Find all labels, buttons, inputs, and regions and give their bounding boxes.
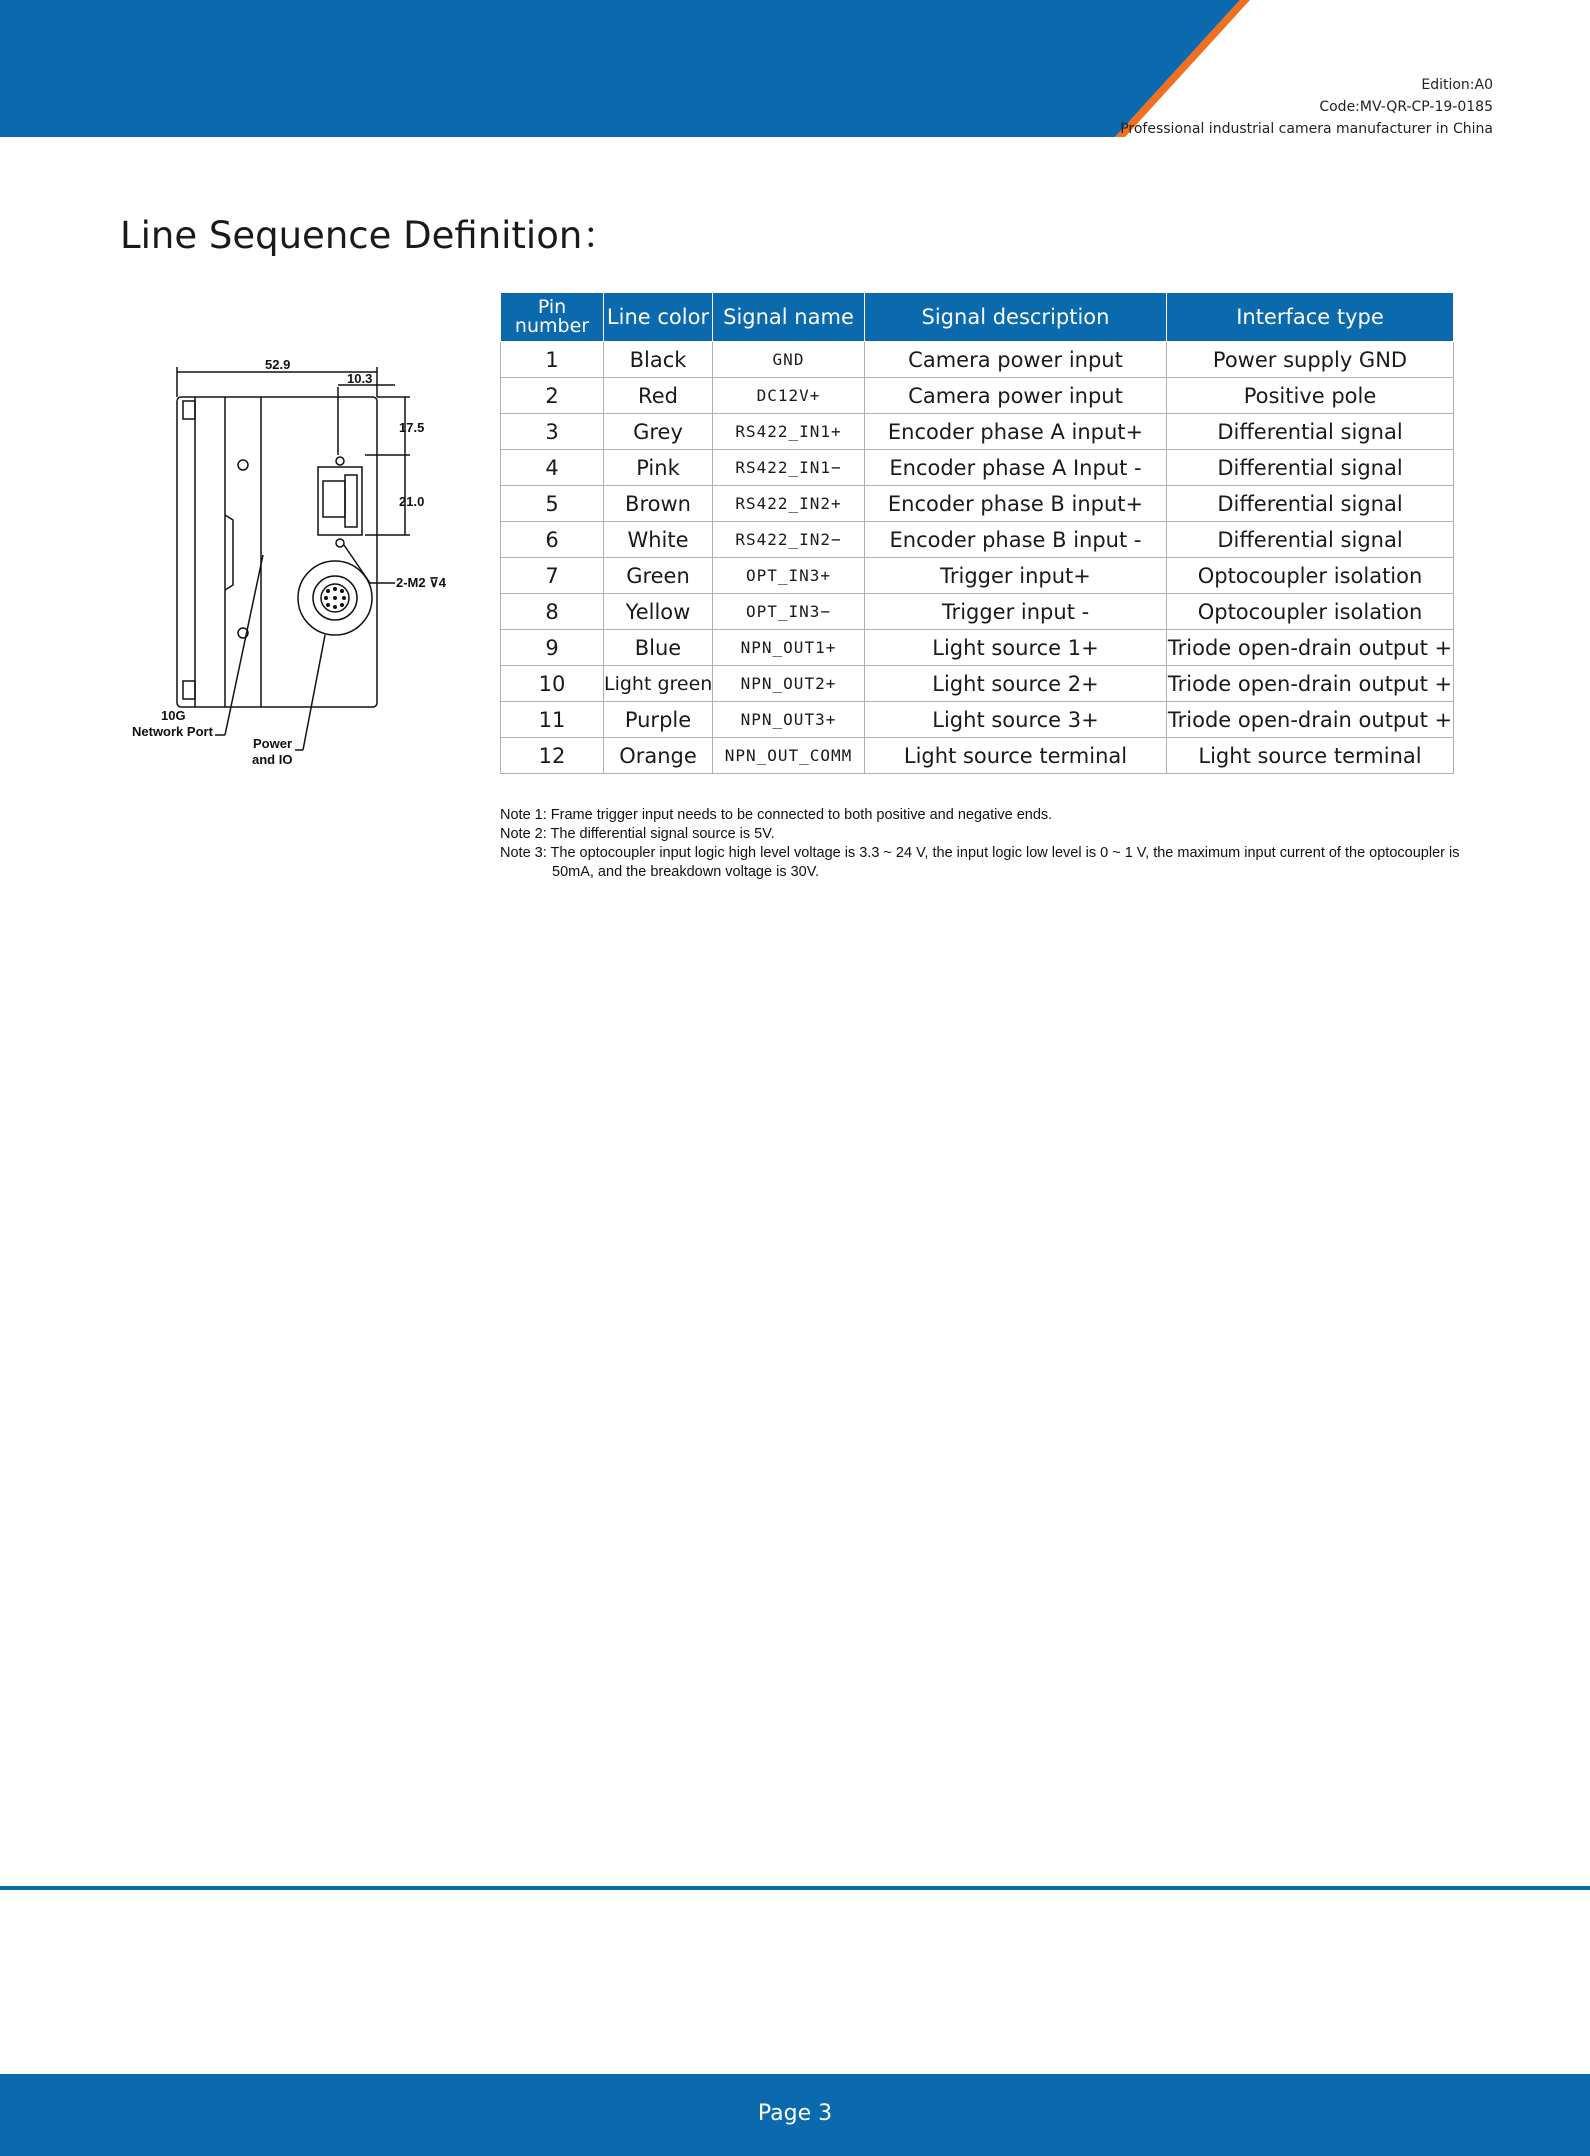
- company-tagline: Professional industrial camera manufacturer in China: [1120, 121, 1493, 137]
- network-port-label-line1: 10G: [161, 708, 186, 723]
- signal-name-cell: GND: [713, 342, 865, 378]
- dimension-offset-label: 10.3: [347, 371, 373, 386]
- interface-type-cell: Differential signal: [1167, 486, 1454, 522]
- signal-name-cell: NPN_OUT_COMM: [713, 738, 865, 774]
- pin-number-cell: 11: [501, 702, 604, 738]
- pin-number-cell: 7: [501, 558, 604, 594]
- line-color-cell: Blue: [604, 630, 713, 666]
- table-row: [501, 630, 1454, 666]
- pin-number-cell: 9: [501, 630, 604, 666]
- table-row: [501, 486, 1454, 522]
- line-color-cell: Black: [604, 342, 713, 378]
- table-row: [501, 522, 1454, 558]
- interface-type-cell: Differential signal: [1167, 414, 1454, 450]
- footer-divider: [0, 1886, 1590, 1890]
- line-color-cell: Yellow: [604, 594, 713, 630]
- line-color-cell: Red: [604, 378, 713, 414]
- line-color-cell: Green: [604, 558, 713, 594]
- screw-callout-label: 2-M2 ⊽4: [396, 575, 446, 590]
- pin-number-cell: 4: [501, 450, 604, 486]
- header-blue-band: [0, 0, 1240, 137]
- power-io-label-line2: and IO: [252, 752, 293, 767]
- signal-description-cell: Encoder phase A input+: [865, 414, 1167, 450]
- page-number: Page 3: [757, 2101, 833, 2126]
- signal-description-cell: Camera power input: [865, 342, 1167, 378]
- interface-type-cell: Triode open-drain output +: [1167, 666, 1454, 702]
- dimension-top-label: 17.5: [399, 420, 425, 435]
- pin-number-cell: 10: [501, 666, 604, 702]
- pin-number-cell: 8: [501, 594, 604, 630]
- edition-text: Edition:A0: [1421, 77, 1493, 93]
- signal-name-cell: RS422_IN1+: [713, 414, 865, 450]
- page-header: [0, 0, 1590, 137]
- interface-type-cell: Light source terminal: [1167, 738, 1454, 774]
- note-2: Note 2: The differential signal source is 5V.: [500, 826, 775, 842]
- signal-description-cell: Encoder phase B input -: [865, 522, 1167, 558]
- network-port-label-line2: Network Port: [132, 724, 213, 739]
- signal-description-cell: Encoder phase A Input -: [865, 450, 1167, 486]
- line-color-cell: Light green: [604, 666, 713, 702]
- table-row: [501, 378, 1454, 414]
- document-code: Code:MV-QR-CP-19-0185: [1319, 99, 1493, 115]
- signal-description-cell: Trigger input -: [865, 594, 1167, 630]
- header-signal-name: Signal name: [713, 293, 865, 342]
- signal-description-cell: Light source terminal: [865, 738, 1167, 774]
- table-row: [501, 738, 1454, 774]
- line-color-cell: Grey: [604, 414, 713, 450]
- signal-name-cell: RS422_IN1−: [713, 450, 865, 486]
- pin-number-cell: 12: [501, 738, 604, 774]
- header-pin-line1: Pin: [537, 296, 567, 318]
- line-color-cell: Brown: [604, 486, 713, 522]
- signal-description-cell: Trigger input+: [865, 558, 1167, 594]
- signal-name-cell: NPN_OUT1+: [713, 630, 865, 666]
- line-color-cell: Pink: [604, 450, 713, 486]
- table-row: [501, 666, 1454, 702]
- pin-definition-table: [500, 292, 1454, 774]
- interface-type-cell: Positive pole: [1167, 378, 1454, 414]
- interface-type-cell: Power supply GND: [1167, 342, 1454, 378]
- signal-description-cell: Light source 2+: [865, 666, 1167, 702]
- signal-name-cell: OPT_IN3+: [713, 558, 865, 594]
- header-meta: [1120, 74, 1493, 140]
- interface-type-cell: Differential signal: [1167, 450, 1454, 486]
- interface-type-cell: Optocoupler isolation: [1167, 558, 1454, 594]
- interface-type-cell: Triode open-drain output +: [1167, 702, 1454, 738]
- signal-name-cell: NPN_OUT3+: [713, 702, 865, 738]
- pin-number-cell: 6: [501, 522, 604, 558]
- signal-description-cell: Encoder phase B input+: [865, 486, 1167, 522]
- header-pin-line2: number: [514, 315, 590, 337]
- signal-name-cell: RS422_IN2+: [713, 486, 865, 522]
- header-line-color: Line color: [604, 293, 713, 342]
- signal-description-cell: Camera power input: [865, 378, 1167, 414]
- pin-number-cell: 3: [501, 414, 604, 450]
- line-color-cell: Orange: [604, 738, 713, 774]
- signal-description-cell: Light source 1+: [865, 630, 1167, 666]
- line-color-cell: Purple: [604, 702, 713, 738]
- pin-number-cell: 5: [501, 486, 604, 522]
- page-title: Line Sequence Definition：: [120, 214, 620, 257]
- signal-name-cell: NPN_OUT2+: [713, 666, 865, 702]
- signal-description-cell: Light source 3+: [865, 702, 1167, 738]
- table-row: [501, 558, 1454, 594]
- table-row: [501, 450, 1454, 486]
- header-signal-description: Signal description: [865, 293, 1167, 342]
- dimension-height-label: 21.0: [399, 494, 425, 509]
- interface-type-cell: Triode open-drain output +: [1167, 630, 1454, 666]
- table-row: [501, 594, 1454, 630]
- signal-name-cell: RS422_IN2−: [713, 522, 865, 558]
- header-interface-type: Interface type: [1167, 293, 1454, 342]
- pin-number-cell: 1: [501, 342, 604, 378]
- table-notes: [500, 806, 1460, 882]
- interface-type-cell: Optocoupler isolation: [1167, 594, 1454, 630]
- power-io-label-line1: Power: [253, 736, 293, 751]
- table-row: [501, 414, 1454, 450]
- pin-number-cell: 2: [501, 378, 604, 414]
- camera-rear-drawing: [125, 355, 455, 775]
- line-color-cell: White: [604, 522, 713, 558]
- note-1: Note 1: Frame trigger input needs to be connected to both positive and negative ends.: [500, 807, 1053, 823]
- header-pin-number: [501, 293, 604, 342]
- signal-name-cell: OPT_IN3−: [713, 594, 865, 630]
- dimension-width-label: 52.9: [265, 357, 291, 372]
- table-row: [501, 702, 1454, 738]
- note-3: Note 3: The optocoupler input logic high level voltage is 3.3 ~ 24 V, the input logic low level is 0 ~ 1 V, the maximum input current of the optocoupler is 50mA, and the breakdown voltage is 30V.: [500, 845, 1460, 880]
- table-row: [501, 342, 1454, 378]
- interface-type-cell: Differential signal: [1167, 522, 1454, 558]
- signal-name-cell: DC12V+: [713, 378, 865, 414]
- table-header-row: [501, 293, 1454, 342]
